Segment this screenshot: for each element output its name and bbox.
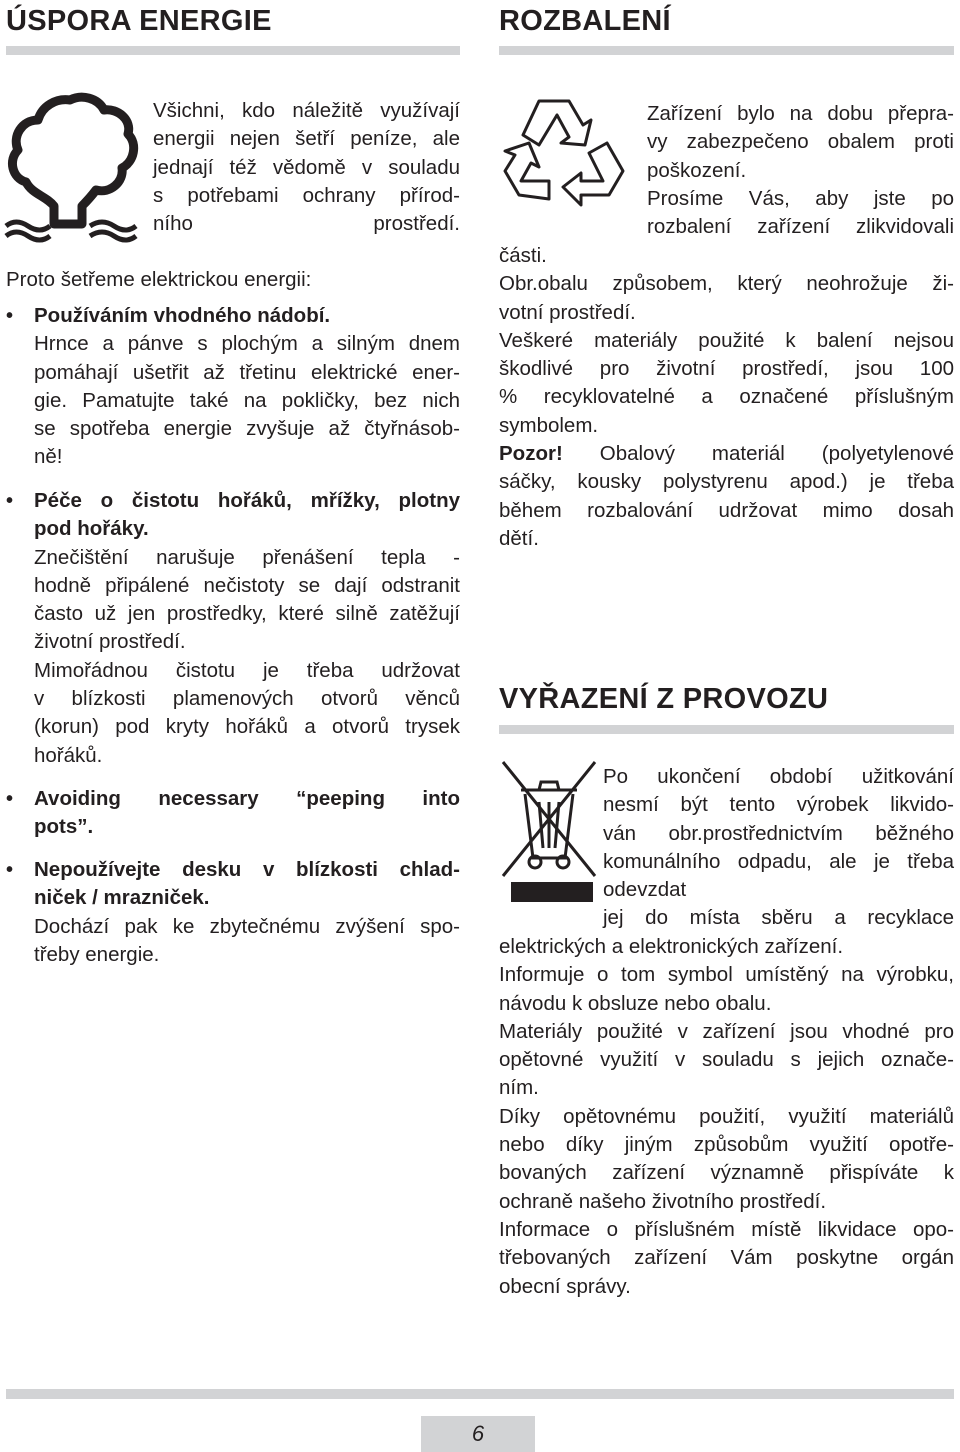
vyrazeni-body-line: elektrických a elektronických zařízení. [499, 935, 844, 958]
tree-icon [6, 94, 136, 242]
bullet4-block [34, 856, 460, 969]
proto-text [6, 266, 311, 294]
vyrazeni-line: jej do místa sběru a recyklace [603, 906, 954, 930]
bullet3-title: pots”. [34, 815, 94, 839]
bullet2-line: (korun) pod kryty hořáků a otvorů trysek [34, 715, 460, 739]
bullet1-line: Hrnce a pánve s plochým a silným dnem [34, 332, 460, 356]
bullet2-line: Znečištění narušuje přenášení tepla - [34, 545, 460, 569]
pozor-body-line: dětí. [499, 526, 539, 550]
rozbaleni-body-line: škodlivé pro životní prostředí, jsou 100 [499, 357, 954, 381]
bullet2-block [34, 487, 460, 770]
bullet2-line: hodně připálené nečistoty se dají odstranit [34, 573, 460, 597]
rozbaleni-body-line: symbolem. [499, 413, 599, 437]
pozor-rest: Obalový materiál (polyetylenové [562, 442, 954, 466]
heading-rozbaleni: ROZBALENÍ [499, 5, 671, 37]
rozbaleni-line: vy zabezpečeno obalem proti [647, 130, 954, 154]
bullet2-line: často už jen prostředky, které silně zatěžují [34, 602, 460, 626]
vyrazeni-line: odevzdat [603, 878, 687, 902]
vyrazeni-body-line: Informuje o tom symbol umístěný na výrobku, [499, 963, 954, 987]
rozbaleni-body-line: Obr.obalu způsobem, který neohrožuje ži- [499, 272, 954, 296]
proto-line: Proto šetřeme elektrickou energii: [6, 268, 312, 291]
intro-line: s potřebami ochrany přírod- [153, 183, 460, 207]
rozbaleni-line: rozbalení zařízení zlikvidovali [647, 215, 954, 239]
footer-rule [6, 1389, 954, 1399]
bullet1-line: pomáhají ušetřit až třetinu elektrické ener- [34, 360, 460, 384]
vyrazeni-line: komunálního odpadu, ale je třeba [603, 849, 954, 873]
rozbaleni-body-line: části. [499, 244, 547, 267]
vyrazeni-line: nesmí být tento výrobek likvido- [603, 793, 954, 817]
vyrazeni-body-line: Díky opětovnému použití, využití materiálů [499, 1104, 954, 1128]
rozbaleni-body-line: Veškeré materiály použité k balení nejsou [499, 328, 954, 352]
bullet4-title: niček / mrazniček. [34, 886, 210, 910]
vyrazeni-body-line: třebovaných zařízení Vám poskytne orgán [499, 1246, 954, 1270]
intro-line: Všichni, kdo náležitě využívají [153, 99, 460, 122]
bullet1-line: gie. Pamatujte také na pokličky, bez nich [34, 388, 460, 412]
vyrazeni-line: ván obr.prostřednictvím běžného [603, 821, 954, 845]
pozor-label: Pozor! [499, 442, 563, 466]
intro-line: ního prostředí. [153, 212, 460, 236]
bullet3-title: Avoiding necessary “peeping into [34, 787, 460, 810]
bullet2-line: v blízkosti plamenových otvorů věnců [34, 687, 460, 711]
intro-paragraph [153, 97, 460, 238]
bullet-marker: • [6, 305, 14, 327]
vyrazeni-body [499, 933, 954, 1301]
vyrazeni-body-line: nebo díky jiným způsobům využití opotře- [499, 1133, 954, 1157]
bullet1-line: se spotřeba energie zvyšuje až čtyřnásob- [34, 417, 460, 441]
bullet2-line: životní prostředí. [34, 630, 186, 654]
heading-vyrazeni: VYŘAZENÍ Z PROVOZU [499, 683, 829, 715]
bullet-marker: • [6, 788, 14, 810]
rozbaleni-body-line: % recyklovatelné a označené příslušným [499, 385, 954, 409]
heading-rule-left [6, 46, 460, 55]
intro-line: energii nejen šetří peníze, ale [153, 127, 460, 151]
page-number: 6 [421, 1416, 535, 1452]
pozor-body-line: během rozbalování udržovat mimo dosah [499, 498, 954, 522]
bullet4-line: Dochází pak ke zbytečnému zvýšení spo- [34, 914, 460, 938]
rozbaleni-line: poškození. [647, 158, 747, 182]
rozbaleni-body-line: votní prostředí. [499, 300, 636, 324]
bullet-marker: • [6, 859, 14, 881]
vyrazeni-line: Po ukončení období užitkování [603, 765, 954, 788]
vyrazeni-body-line: bovaných zařízení významně přispíváte k [499, 1161, 954, 1185]
bullet2-line: Mimořádnou čistotu je třeba udržovat [34, 658, 460, 682]
bullet1-block [34, 302, 460, 472]
bullet2-title: pod hořáky. [34, 517, 149, 541]
rozbaleni-intro [647, 100, 954, 241]
bullet1-title: Používáním vhodného nádobí. [34, 304, 331, 327]
vyrazeni-body-line: ním. [499, 1076, 539, 1100]
heading-rule-right [499, 46, 954, 55]
pozor-body-line: sáčky, kousky polystyrenu apod.) je třeba [499, 470, 954, 494]
rozbaleni-line: Zařízení bylo na dobu přepra- [647, 102, 954, 125]
bullet1-line: ně! [34, 445, 63, 469]
vyrazeni-body-line: opětovné využití v souladu s jejich označe- [499, 1048, 954, 1072]
vyrazeni-body-line: Informace o příslušném místě likvidace opo- [499, 1217, 954, 1241]
heading-uspora-energie: ÚSPORA ENERGIE [6, 5, 272, 37]
vyrazeni-body-line: Materiály použité v zařízení jsou vhodné pro [499, 1019, 954, 1043]
bullet2-title: Péče o čistotu hořáků, mřížky, plotny [34, 489, 460, 512]
intro-line: jednají též vědomě v souladu [153, 155, 460, 179]
bullet4-title: Nepoužívejte desku v blízkosti chlad- [34, 858, 460, 881]
bullet2-line: hořáků. [34, 743, 103, 767]
vyrazeni-body-line: ochraně našeho životního prostředí. [499, 1189, 827, 1213]
bullet-marker: • [6, 490, 14, 512]
crossed-bin-icon [499, 758, 599, 904]
rozbaleni-body [499, 242, 954, 553]
recycle-icon [499, 95, 625, 207]
vyrazeni-body-line: obecní správy. [499, 1274, 631, 1298]
heading-rule-right-2 [499, 725, 954, 734]
bullet4-line: třeby energie. [34, 942, 160, 966]
bullet3-block [34, 785, 460, 842]
rozbaleni-line: Prosíme Vás, aby jste po [647, 186, 954, 210]
vyrazeni-body-line: návodu k obsluze nebo obalu. [499, 991, 772, 1015]
pozor-line [499, 440, 954, 468]
vyrazeni-intro [603, 763, 954, 933]
